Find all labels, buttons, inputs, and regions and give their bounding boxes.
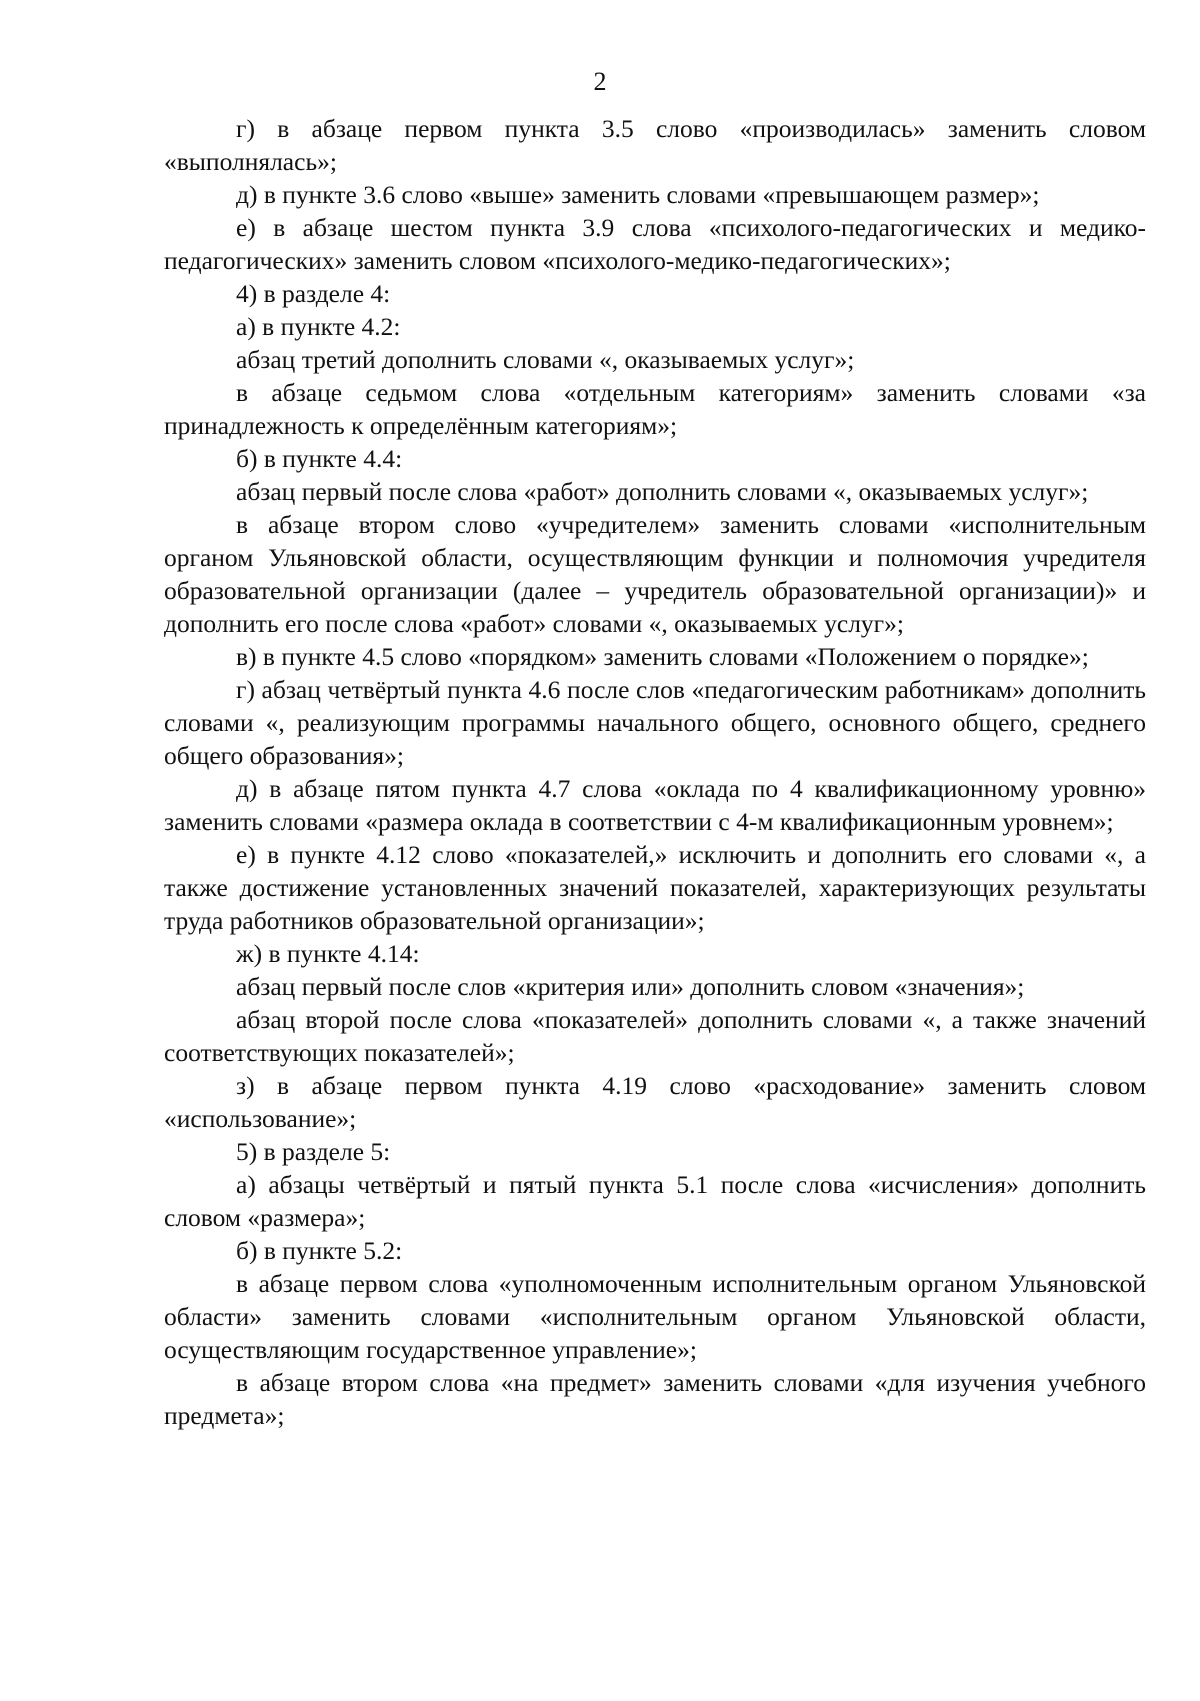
paragraph: е) в абзаце шестом пункта 3.9 слова «психолого-педагогических и медико-педагогических» заменить словом «психолого-медико-педагогических»; bbox=[164, 213, 1146, 275]
paragraph: абзац первый после слова «работ» дополнить словами «, оказываемых услуг»; bbox=[236, 477, 1089, 506]
paragraph: ж) в пункте 4.14: bbox=[236, 939, 420, 968]
paragraph: б) в пункте 5.2: bbox=[236, 1236, 403, 1265]
paragraph: в абзаце втором слова «на предмет» заменить словами «для изучения учебного предмета»; bbox=[164, 1368, 1146, 1430]
paragraph: абзац третий дополнить словами «, оказываемых услуг»; bbox=[236, 345, 855, 374]
paragraph: в абзаце первом слова «уполномоченным исполнительным органом Ульяновской области» заменить словами «исполнительным органом Ульяновской области, осуществляющим государственное управление»; bbox=[164, 1269, 1146, 1364]
paragraph: а) в пункте 4.2: bbox=[236, 312, 401, 341]
paragraph: в) в пункте 4.5 слово «порядком» заменить словами «Положением о порядке»; bbox=[236, 642, 1089, 671]
paragraph: 4) в разделе 4: bbox=[236, 279, 391, 308]
paragraph: абзац второй после слова «показателей» дополнить словами «, а также значений соответствующих показателей»; bbox=[164, 1005, 1146, 1067]
paragraph: д) в абзаце пятом пункта 4.7 слова «оклада по 4 квалификационному уровню» заменить словами «размера оклада в соответствии с 4-м квалификационным уровнем»; bbox=[164, 774, 1146, 836]
page-number: 2 bbox=[593, 67, 607, 96]
paragraph: г) абзац четвёртый пункта 4.6 после слов «педагогическим работникам» дополнить словами «, реализующим программы начального общего, основного общего, среднего общего образования»; bbox=[164, 675, 1146, 770]
paragraph: а) абзацы четвёртый и пятый пункта 5.1 после слова «исчисления» дополнить словом «размера»; bbox=[164, 1170, 1146, 1232]
document-body bbox=[164, 112, 1146, 1432]
paragraph: абзац первый после слов «критерия или» дополнить словом «значения»; bbox=[236, 972, 1025, 1001]
paragraph: е) в пункте 4.12 слово «показателей,» исключить и дополнить его словами «, а также достижение установленных значений показателей, характеризующих результаты труда работников образовательной организации»; bbox=[164, 840, 1146, 935]
paragraph: б) в пункте 4.4: bbox=[236, 444, 403, 473]
paragraph: в абзаце втором слово «учредителем» заменить словами «исполнительным органом Ульяновской области, осуществляющим функции и полномочия учредителя образовательной организации (далее – учредитель образовательной организации)» и дополнить его после слова «работ» словами «, оказываемых услуг»; bbox=[164, 510, 1146, 638]
paragraph: в абзаце седьмом слова «отдельным категориям» заменить словами «за принадлежность к определённым категориям»; bbox=[164, 378, 1146, 440]
paragraph: г) в абзаце первом пункта 3.5 слово «производилась» заменить словом «выполнялась»; bbox=[164, 114, 1146, 176]
paragraph: 5) в разделе 5: bbox=[236, 1137, 391, 1166]
paragraph: з) в абзаце первом пункта 4.19 слово «расходование» заменить словом «использование»; bbox=[164, 1071, 1146, 1133]
paragraph: д) в пункте 3.6 слово «выше» заменить словами «превышающем размер»; bbox=[236, 180, 1040, 209]
